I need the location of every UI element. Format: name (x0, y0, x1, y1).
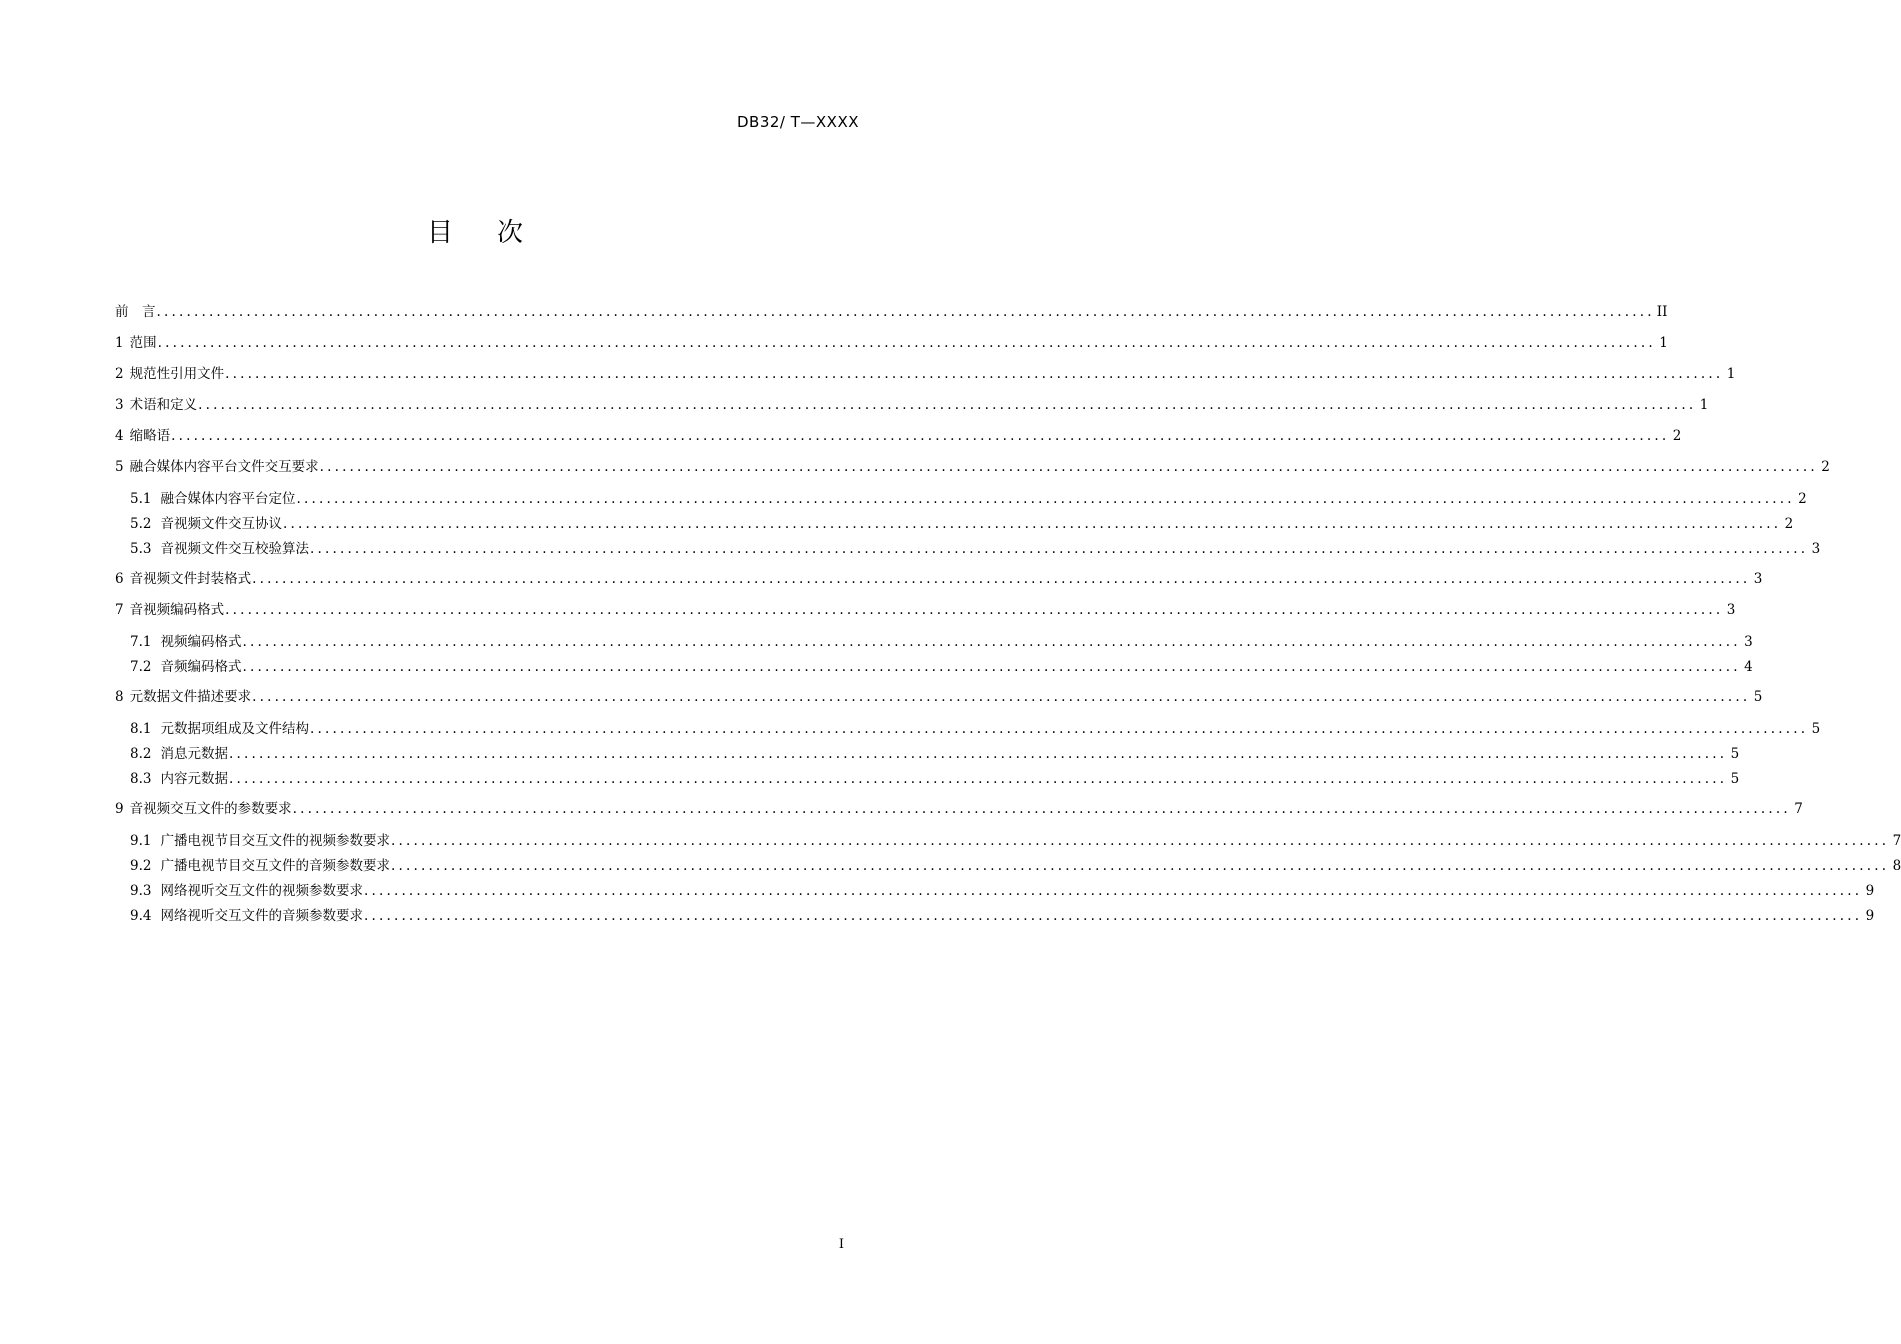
toc-entry-number: 8 (115, 689, 124, 705)
toc-dot-leader: ........................................................................................................................................................................................................ (225, 602, 1724, 618)
toc-dot-leader: ........................................................................................................................................................................................................ (228, 746, 1728, 762)
toc-entry-label: 范围 (129, 335, 157, 351)
toc-entry-number: 9.3 (130, 883, 152, 899)
toc-entry-label: 音视频编码格式 (129, 602, 225, 618)
toc-entry-label: 元数据项组成及文件结构 (160, 721, 309, 737)
toc-entry-label: 融合媒体内容平台定位 (160, 491, 296, 507)
toc-entry-label: 消息元数据 (160, 746, 228, 762)
toc-entry[interactable] (115, 424, 1682, 448)
toc-dot-leader: ........................................................................................................................................................................................................ (242, 634, 1741, 650)
toc-dot-leader: ........................................................................................................................................................................................................ (242, 659, 1741, 675)
document-code: DB32/ T—XXXX (736, 113, 859, 131)
toc-dot-leader: ........................................................................................................................................................................................................ (252, 571, 1751, 587)
toc-entry-page: 1 (1726, 366, 1736, 382)
toc-dot-leader: ........................................................................................................................................................................................................ (363, 883, 1863, 899)
toc-entry-number: 8.3 (130, 771, 152, 787)
toc-dot-leader: ........................................................................................................................................................................................................ (225, 366, 1724, 382)
toc-dot-leader: ........................................................................................................................................................................................................ (296, 491, 1795, 507)
toc-entry[interactable] (115, 455, 1830, 479)
toc-dot-leader: ........................................................................................................................................................................................................ (390, 858, 1890, 874)
toc-dot-leader: ........................................................................................................................................................................................................ (309, 541, 1809, 557)
toc-entry[interactable] (130, 904, 1875, 928)
toc-entry-label: 规范性引用文件 (129, 366, 225, 382)
toc-dot-leader: ........................................................................................................................................................................................................ (309, 721, 1809, 737)
toc-entry-page: 5 (1730, 746, 1740, 762)
toc-entry-page: 2 (1798, 491, 1807, 507)
toc-dot-leader: ........................................................................................................................................................................................................ (156, 304, 1655, 320)
toc-entry-page: 5 (1730, 771, 1740, 787)
toc-entry-number: 2 (115, 366, 124, 382)
toc-entry-label: 音视频文件交互协议 (160, 516, 282, 532)
toc-entry-page: 5 (1811, 721, 1821, 737)
toc-entry[interactable] (130, 879, 1875, 903)
toc-entry[interactable] (115, 362, 1736, 386)
toc-entry[interactable] (115, 567, 1763, 591)
toc-entry[interactable] (115, 300, 1668, 324)
toc-entry-page: 3 (1744, 634, 1753, 650)
page-number: I (838, 1237, 844, 1252)
toc-entry-number: 8.2 (130, 746, 152, 762)
toc-entry-page: 8 (1892, 858, 1901, 874)
toc-entry-label: 音视频文件封装格式 (129, 571, 252, 587)
toc-entry-page: 9 (1865, 883, 1875, 899)
toc-entry-number: 5 (115, 459, 124, 475)
toc-entry-number: 5.3 (130, 541, 152, 557)
toc-entry-page: II (1656, 304, 1668, 320)
toc-entry-page: 7 (1892, 833, 1901, 849)
toc-entry-label: 网络视听交互文件的音频参数要求 (160, 908, 363, 924)
toc-entry-page: 2 (1672, 428, 1682, 444)
toc-entry-number: 9.1 (130, 833, 152, 849)
toc-entry-page: 2 (1821, 459, 1830, 475)
toc-entry-number: 7.1 (130, 634, 152, 650)
toc-entry-label: 术语和定义 (129, 397, 198, 413)
toc-dot-leader: ........................................................................................................................................................................................................ (198, 397, 1697, 413)
toc-entry[interactable] (115, 393, 1709, 417)
toc-entry-page: 1 (1659, 335, 1668, 351)
toc-entry-page: 3 (1726, 602, 1736, 618)
toc-entry-label: 音视频交互文件的参数要求 (129, 801, 292, 817)
toc-entry-label: 网络视听交互文件的视频参数要求 (160, 883, 363, 899)
toc-entry-number: 9.2 (130, 858, 152, 874)
toc-entry-label: 广播电视节目交互文件的视频参数要求 (160, 833, 390, 849)
toc-entry-label: 元数据文件描述要求 (129, 689, 252, 705)
toc-entry-label: 前 言 (115, 304, 156, 320)
toc-entry-page: 3 (1753, 571, 1763, 587)
toc-entry-number: 5.2 (130, 516, 152, 532)
toc-dot-leader: ........................................................................................................................................................................................................ (390, 833, 1890, 849)
toc-dot-leader: ........................................................................................................................................................................................................ (363, 908, 1863, 924)
toc-entry-page: 7 (1794, 801, 1803, 817)
toc-entry[interactable] (130, 717, 1821, 741)
toc-dot-leader: ........................................................................................................................................................................................................ (157, 335, 1656, 351)
toc-entry-number: 6 (115, 571, 124, 587)
toc-dot-leader: ........................................................................................................................................................................................................ (171, 428, 1670, 444)
toc-entry[interactable] (130, 537, 1821, 561)
toc-entry-page: 2 (1784, 516, 1794, 532)
toc-dot-leader: ........................................................................................................................................................................................................ (292, 801, 1791, 817)
toc-entry-number: 9 (115, 801, 124, 817)
toc-dot-leader: ........................................................................................................................................................................................................ (282, 516, 1782, 532)
toc-entry-page: 1 (1699, 397, 1709, 413)
toc-title (0, 212, 950, 249)
toc-entry[interactable] (115, 797, 1803, 821)
toc-entry-label: 广播电视节目交互文件的音频参数要求 (160, 858, 390, 874)
toc-entry[interactable] (130, 854, 1901, 878)
toc-entry-label: 内容元数据 (160, 771, 228, 787)
toc-entry[interactable] (130, 487, 1807, 511)
toc-entry-page: 3 (1811, 541, 1821, 557)
toc-dot-leader: ........................................................................................................................................................................................................ (228, 771, 1728, 787)
toc-entry[interactable] (115, 685, 1763, 709)
toc-entry-label: 融合媒体内容平台文件交互要求 (129, 459, 319, 475)
toc-title-char: 目 (426, 218, 453, 248)
toc-entry-number: 5.1 (130, 491, 152, 507)
toc-entry-page: 9 (1865, 908, 1875, 924)
toc-title-char: 次 (497, 218, 524, 248)
toc-entry[interactable] (130, 512, 1794, 536)
toc-entry-number: 7.2 (130, 659, 152, 675)
toc-entry-label: 视频编码格式 (160, 634, 242, 650)
toc-entry-page: 5 (1753, 689, 1763, 705)
toc-entry-label: 音频编码格式 (160, 659, 242, 675)
toc-entry-number: 7 (115, 602, 124, 618)
toc-dot-leader: ........................................................................................................................................................................................................ (252, 689, 1751, 705)
toc-entry-number: 4 (115, 428, 124, 444)
toc-entry-number: 9.4 (130, 908, 152, 924)
toc-entry-number: 8.1 (130, 721, 152, 737)
toc-entry-number: 3 (115, 397, 124, 413)
toc-entry-label: 缩略语 (129, 428, 171, 444)
toc-entry[interactable] (130, 829, 1901, 853)
toc-entry-label: 音视频文件交互校验算法 (160, 541, 309, 557)
toc-entry-page: 4 (1744, 659, 1753, 675)
toc-entry[interactable] (115, 331, 1668, 355)
toc-entry-number: 1 (115, 335, 124, 351)
toc-entry[interactable] (130, 655, 1753, 679)
toc-entry[interactable] (130, 767, 1740, 791)
toc-entry[interactable] (130, 742, 1740, 766)
toc-entry[interactable] (130, 630, 1753, 654)
toc-dot-leader: ........................................................................................................................................................................................................ (319, 459, 1818, 475)
toc-entry[interactable] (115, 598, 1736, 622)
